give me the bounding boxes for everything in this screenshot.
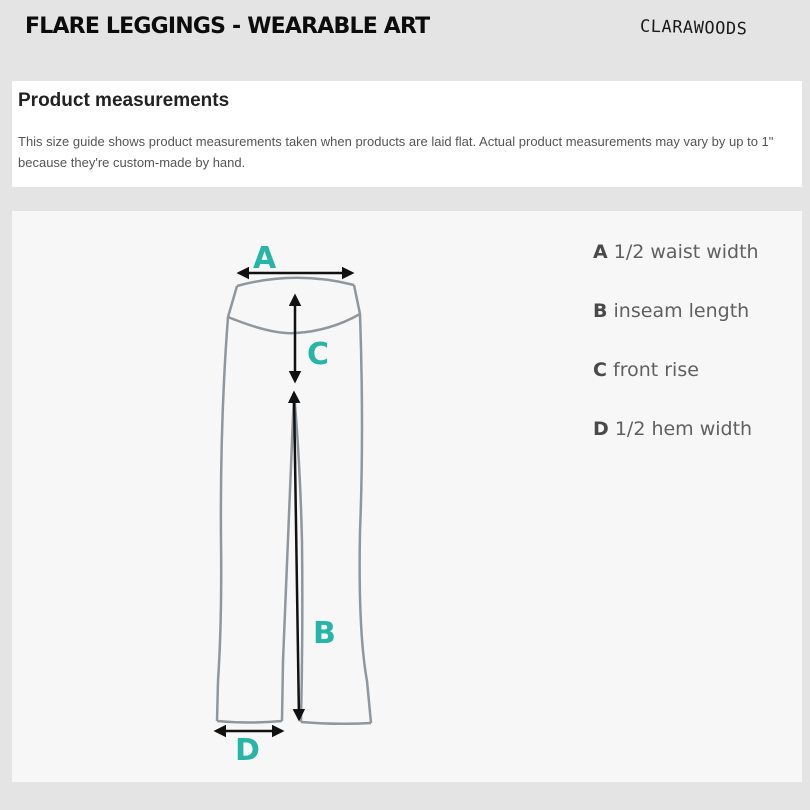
legend-letter: C <box>593 359 607 381</box>
leggings-right-edge <box>354 285 371 723</box>
label-b: B <box>313 616 336 651</box>
legend-item-b <box>593 300 793 359</box>
measurements-heading: Product measurements <box>18 90 230 111</box>
measurements-info-card <box>12 81 802 187</box>
left-hem <box>217 721 282 723</box>
leggings-left-edge <box>217 286 237 721</box>
product-title: FLARE LEGGINGS - WEARABLE ART <box>25 14 430 39</box>
waistband-top <box>237 278 354 286</box>
label-c: C <box>307 337 330 372</box>
right-hem <box>301 722 371 724</box>
legend-letter: B <box>593 300 608 322</box>
legend-text: 1/2 hem width <box>614 418 753 440</box>
legend-item-a <box>593 241 793 300</box>
measurement-legend <box>593 241 793 477</box>
page-header <box>0 0 810 70</box>
measurements-description: This size guide shows product measurements taken when products are laid flat. Actual product measurements may vary by up to 1" because they're custom-made by hand. <box>18 134 774 170</box>
legend-letter: A <box>593 241 608 263</box>
legend-letter: D <box>593 418 609 440</box>
legend-text: inseam length <box>613 300 750 322</box>
label-d: D <box>235 733 260 768</box>
legend-text: front rise <box>613 359 699 381</box>
legend-text: 1/2 waist width <box>613 241 759 263</box>
brand-logo: CLARAWOODS <box>639 16 748 40</box>
legend-item-c <box>593 359 793 418</box>
size-diagram-card <box>12 211 802 782</box>
label-a: A <box>253 241 277 276</box>
left-leg-inner <box>282 393 294 721</box>
legend-item-d <box>593 418 793 477</box>
